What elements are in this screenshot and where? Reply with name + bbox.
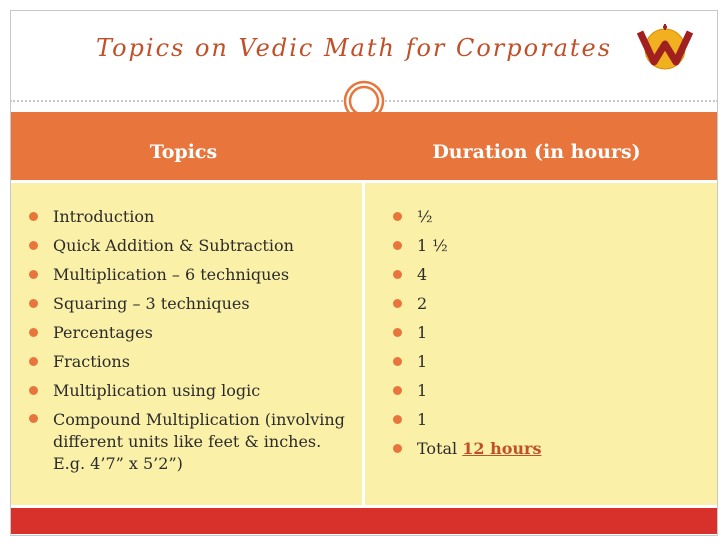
total-item bbox=[393, 434, 693, 463]
topics-list bbox=[29, 202, 349, 475]
logo-letter: M bbox=[665, 70, 667, 71]
list-item: 1 bbox=[393, 405, 693, 434]
list-item: Introduction bbox=[29, 202, 349, 231]
list-item: 1 ½ bbox=[393, 231, 693, 260]
durations-list bbox=[393, 202, 693, 463]
total-label: Total bbox=[417, 439, 458, 458]
column-divider bbox=[362, 183, 365, 505]
table-header bbox=[11, 112, 717, 180]
list-item: Quick Addition & Subtraction bbox=[29, 231, 349, 260]
list-item: 4 bbox=[393, 260, 693, 289]
list-item: 1 bbox=[393, 376, 693, 405]
list-item: 1 bbox=[393, 347, 693, 376]
list-item: Squaring – 3 techniques bbox=[29, 289, 349, 318]
list-item: 2 bbox=[393, 289, 693, 318]
slide-title: Topics on Vedic Math for Corporates bbox=[95, 34, 613, 62]
footer-bar bbox=[11, 505, 717, 534]
total-value: 12 hours bbox=[462, 439, 542, 458]
topics-table bbox=[11, 112, 717, 534]
list-item: ½ bbox=[393, 202, 693, 231]
list-item: Multiplication using logic bbox=[29, 376, 349, 405]
list-item: Percentages bbox=[29, 318, 349, 347]
logo bbox=[630, 22, 700, 72]
list-item: Compound Multiplication (involving different units like feet & inches. E.g. 4’7” x 5’2”) bbox=[29, 405, 349, 475]
list-item: Multiplication – 6 techniques bbox=[29, 260, 349, 289]
header-topics: Topics bbox=[149, 141, 218, 163]
list-item: Fractions bbox=[29, 347, 349, 376]
list-item: 1 bbox=[393, 318, 693, 347]
header-duration: Duration (in hours) bbox=[432, 141, 641, 163]
